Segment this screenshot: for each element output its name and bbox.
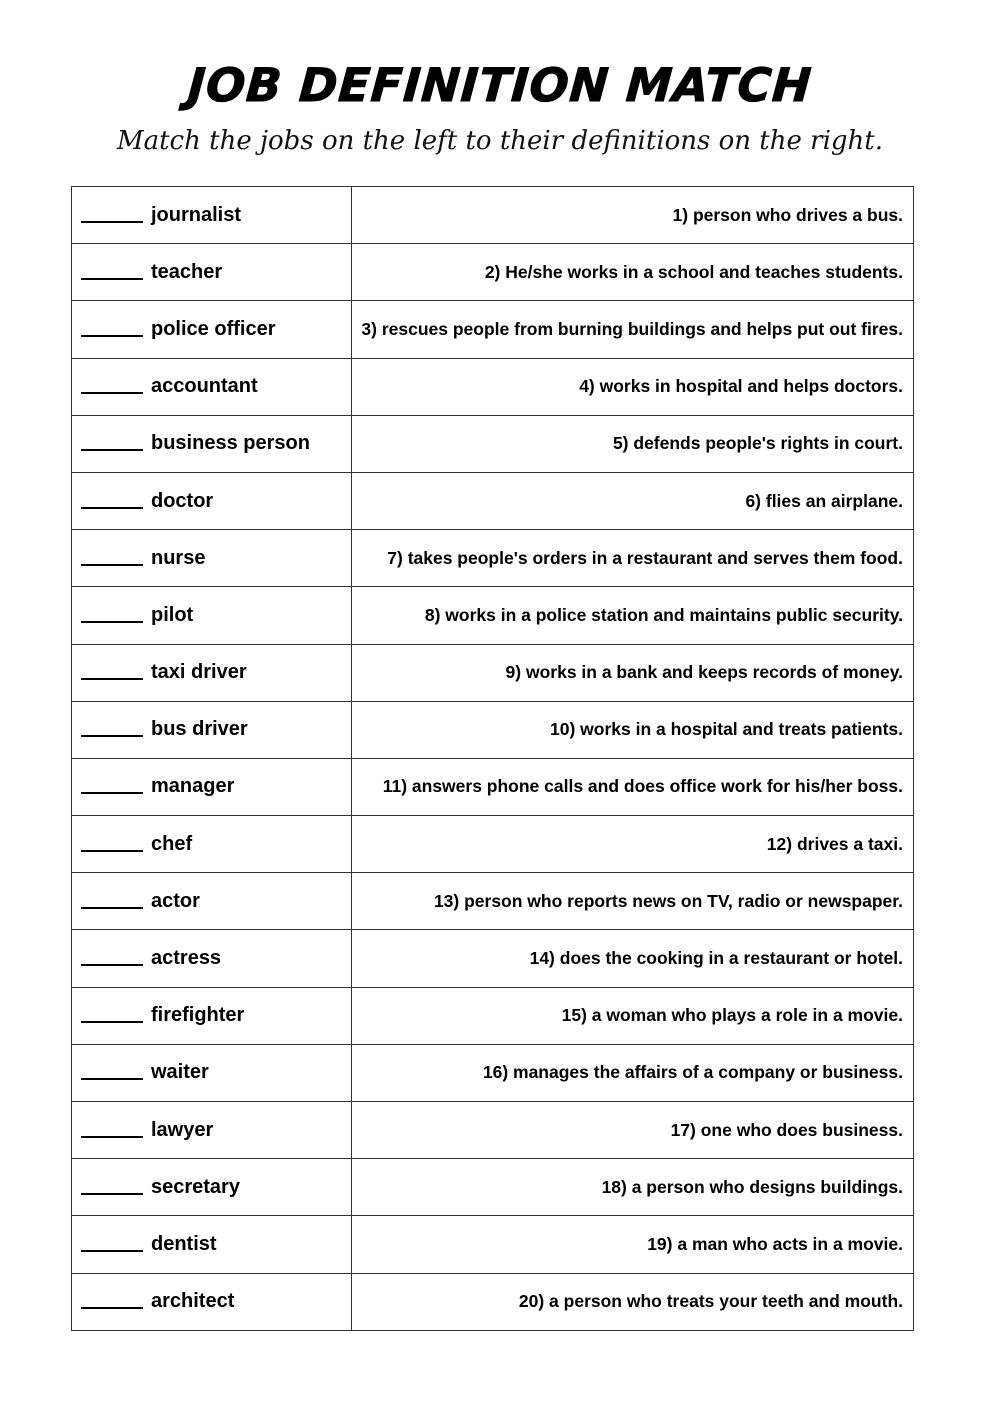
- instructions: Match the jobs on the left to their definitions on the right.: [116, 126, 883, 156]
- answer-blank[interactable]: [81, 678, 143, 680]
- job-label: actress: [151, 947, 222, 970]
- job-label: police officer: [151, 317, 276, 340]
- job-label: doctor: [151, 489, 214, 512]
- job-cell: [72, 1273, 352, 1330]
- definition-cell: 9) works in a bank and keeps records of money.: [352, 644, 914, 701]
- answer-blank[interactable]: [81, 1307, 143, 1309]
- job-label: journalist: [151, 203, 242, 226]
- table-row: [72, 930, 914, 987]
- table-row: [72, 244, 914, 301]
- answer-blank[interactable]: [81, 335, 143, 337]
- definition-cell: 4) works in hospital and helps doctors.: [352, 358, 914, 415]
- definition-cell: 17) one who does business.: [352, 1102, 914, 1159]
- job-label: secretary: [151, 1175, 240, 1198]
- job-label: manager: [151, 775, 235, 798]
- answer-blank[interactable]: [81, 1021, 143, 1023]
- answer-blank[interactable]: [81, 392, 143, 394]
- answer-blank[interactable]: [81, 1078, 143, 1080]
- table-row: [72, 472, 914, 529]
- table-row: [72, 1159, 914, 1216]
- table-row: [72, 816, 914, 873]
- job-cell: [72, 415, 352, 472]
- table-row: [72, 415, 914, 472]
- table-row: [72, 1216, 914, 1273]
- definition-cell: 11) answers phone calls and does office work for his/her boss.: [352, 758, 914, 815]
- table-row: [72, 530, 914, 587]
- answer-blank[interactable]: [81, 1250, 143, 1252]
- answer-blank[interactable]: [81, 507, 143, 509]
- job-label: taxi driver: [151, 661, 247, 684]
- job-cell: [72, 587, 352, 644]
- definition-cell: 7) takes people's orders in a restaurant and serves them food.: [352, 530, 914, 587]
- definition-cell: 3) rescues people from burning buildings and helps put out fires.: [352, 301, 914, 358]
- definition-cell: 20) a person who treats your teeth and mouth.: [352, 1273, 914, 1330]
- job-cell: [72, 1044, 352, 1101]
- answer-blank[interactable]: [81, 564, 143, 566]
- answer-blank[interactable]: [81, 221, 143, 223]
- match-table: [71, 186, 914, 1331]
- table-row: [72, 301, 914, 358]
- job-cell: [72, 701, 352, 758]
- job-cell: [72, 987, 352, 1044]
- job-label: dentist: [151, 1232, 217, 1255]
- answer-blank[interactable]: [81, 278, 143, 280]
- job-label: lawyer: [151, 1118, 214, 1141]
- definition-cell: 19) a man who acts in a movie.: [352, 1216, 914, 1273]
- answer-blank[interactable]: [81, 1136, 143, 1138]
- job-label: teacher: [151, 260, 223, 283]
- definition-cell: 5) defends people's rights in court.: [352, 415, 914, 472]
- definition-cell: 18) a person who designs buildings.: [352, 1159, 914, 1216]
- definition-cell: 2) He/she works in a school and teaches students.: [352, 244, 914, 301]
- job-cell: [72, 301, 352, 358]
- job-cell: [72, 1159, 352, 1216]
- job-label: actor: [151, 889, 200, 912]
- job-cell: [72, 1102, 352, 1159]
- job-label: business person: [151, 432, 310, 455]
- job-cell: [72, 244, 352, 301]
- answer-blank[interactable]: [81, 449, 143, 451]
- answer-blank[interactable]: [81, 1193, 143, 1195]
- job-label: waiter: [151, 1061, 209, 1084]
- job-label: firefighter: [151, 1004, 245, 1027]
- definition-cell: 13) person who reports news on TV, radio or newspaper.: [352, 873, 914, 930]
- job-label: architect: [151, 1290, 235, 1313]
- definition-cell: 6) flies an airplane.: [352, 472, 914, 529]
- table-row: [72, 873, 914, 930]
- job-cell: [72, 816, 352, 873]
- answer-blank[interactable]: [81, 621, 143, 623]
- answer-blank[interactable]: [81, 964, 143, 966]
- job-cell: [72, 873, 352, 930]
- table-row: [72, 1044, 914, 1101]
- answer-blank[interactable]: [81, 850, 143, 852]
- job-cell: [72, 758, 352, 815]
- job-cell: [72, 930, 352, 987]
- table-row: [72, 358, 914, 415]
- table-row: [72, 758, 914, 815]
- job-label: pilot: [151, 603, 194, 626]
- page-title: JOB DEFINITION MATCH: [186, 58, 814, 112]
- job-cell: [72, 358, 352, 415]
- table-row: [72, 587, 914, 644]
- definition-cell: 14) does the cooking in a restaurant or hotel.: [352, 930, 914, 987]
- table-row: [72, 187, 914, 244]
- definition-cell: 1) person who drives a bus.: [352, 187, 914, 244]
- job-cell: [72, 472, 352, 529]
- job-cell: [72, 644, 352, 701]
- table-row: [72, 1273, 914, 1330]
- job-label: nurse: [151, 546, 206, 569]
- job-cell: [72, 187, 352, 244]
- answer-blank[interactable]: [81, 907, 143, 909]
- table-row: [72, 644, 914, 701]
- table-row: [72, 987, 914, 1044]
- job-cell: [72, 530, 352, 587]
- definition-cell: 16) manages the affairs of a company or business.: [352, 1044, 914, 1101]
- answer-blank[interactable]: [81, 735, 143, 737]
- job-cell: [72, 1216, 352, 1273]
- table-row: [72, 1102, 914, 1159]
- definition-cell: 15) a woman who plays a role in a movie.: [352, 987, 914, 1044]
- job-label: accountant: [151, 375, 258, 398]
- definition-cell: 10) works in a hospital and treats patients.: [352, 701, 914, 758]
- definition-cell: 8) works in a police station and maintains public security.: [352, 587, 914, 644]
- table-row: [72, 701, 914, 758]
- definition-cell: 12) drives a taxi.: [352, 816, 914, 873]
- answer-blank[interactable]: [81, 792, 143, 794]
- job-label: bus driver: [151, 718, 248, 741]
- job-label: chef: [151, 832, 193, 855]
